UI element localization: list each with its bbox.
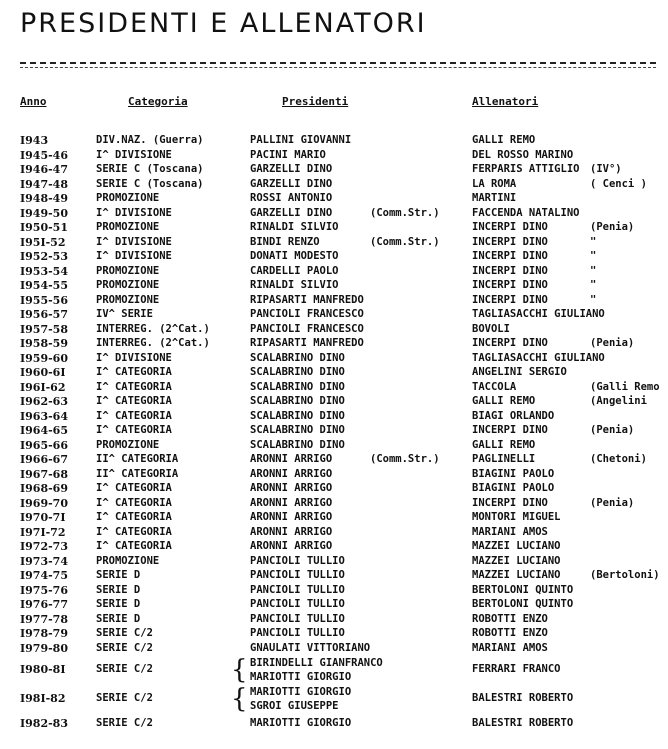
president-cell: DONATI MODESTO [250,250,339,262]
year-cell: I950-51 [20,221,68,234]
table-row [0,627,668,642]
category-cell: SERIE C/2 [96,692,153,704]
coach-cell: TACCOLA [472,380,517,393]
coach-cell: ROBOTTI ENZO [472,627,548,639]
coach-cell: INCERPI DINO [472,221,548,233]
year-cell: I949-50 [20,206,68,220]
category-cell: PROMOZIONE [96,293,160,306]
coach-cell: BIAGI ORLANDO [472,409,555,422]
category-cell: I^ CATEGORIA [96,496,172,509]
year-cell: I952-53 [20,250,68,263]
president-cell: ROSSI ANTONIO [250,192,333,204]
category-cell: I^ DIVISIONE [96,206,172,219]
category-cell: II^ CATEGORIA [96,467,179,480]
category-cell: I^ DIVISIONE [96,148,172,161]
category-cell: I^ CATEGORIA [96,366,172,378]
table-row [0,207,668,222]
year-cell: I958-59 [20,337,68,350]
year-cell: I96I-62 [20,380,66,394]
year-cell: I97I-72 [20,525,66,539]
table-row [0,134,668,149]
table-row [0,279,668,294]
category-cell: I^ CATEGORIA [96,482,172,494]
year-cell: I946-47 [20,163,68,176]
president-cell: BINDI RENZO [250,235,320,248]
category-cell: SERIE D [96,583,141,596]
coach-cell: ANGELINI SERGIO [472,366,567,378]
president-cell: PALLINI GIOVANNI [250,134,352,146]
table-row [0,555,668,570]
president-note: (Comm.Str.) [370,235,440,248]
coach-cell: MONTORI MIGUEL [472,511,561,523]
table-row [0,511,668,526]
year-cell: I947-48 [20,177,68,191]
coach-cell: INCERPI DINO [472,279,548,291]
category-cell: I^ CATEGORIA [96,540,172,552]
president-cell: RIPASARTI MANFREDO [250,293,364,306]
table-row [0,221,668,236]
coach-cell: FERPARIS ATTIGLIO [472,163,580,175]
table-row [0,439,668,454]
table-row [0,717,668,732]
table-row [0,149,668,164]
category-cell: SERIE C (Toscana) [96,177,204,190]
coach-cell: FACCENDA NATALINO [472,206,580,219]
president-cell: GARZELLI DINO [250,163,333,175]
table-row [0,540,668,555]
president-cell: RIPASARTI MANFREDO [250,337,364,349]
year-cell: I966-67 [20,453,68,466]
coach-cell: PAGLINELLI [472,453,536,465]
coach-cell: MAZZEI LUCIANO [472,540,561,552]
coach-cell: GALLI REMO [472,134,536,146]
header-categoria: Categoria [128,95,188,108]
president-cell: ARONNI ARRIGO [250,496,333,509]
category-cell: IV^ SERIE [96,308,153,320]
category-cell: PROMOZIONE [96,438,160,451]
year-cell: I95I-52 [20,235,66,249]
table-row [0,656,668,685]
category-cell: SERIE D [96,598,141,610]
president-cell: ARONNI ARRIGO [250,525,333,538]
year-cell: I956-57 [20,308,68,321]
coach-cell: MARIANI AMOS [472,641,548,654]
president-cell: GARZELLI DINO [250,206,333,219]
coach-cell: ROBOTTI ENZO [472,612,548,625]
coach-cell: BALESTRI ROBERTO [472,717,574,729]
category-cell: I^ CATEGORIA [96,511,172,523]
coach-cell: GALLI REMO [472,438,536,451]
year-cell: I970-7I [20,511,66,524]
coach-note: (Bertoloni) [590,569,660,581]
category-cell: SERIE C/2 [96,717,153,729]
category-cell: DIV.NAZ. (Guerra) [96,134,204,146]
table-row [0,642,668,657]
table-row [0,250,668,265]
president-cell: SCALABRINO DINO [250,424,345,436]
category-cell: PROMOZIONE [96,192,160,204]
category-cell: I^ CATEGORIA [96,525,172,538]
president-cell: ARONNI ARRIGO [250,453,333,465]
coach-cell: MAZZEI LUCIANO [472,569,561,581]
president-cell: PANCIOLI TULLIO [250,554,345,567]
table-row [0,410,668,425]
coach-note: (Penia) [590,424,635,436]
table-row [0,236,668,251]
president-cell: PANCIOLI TULLIO [250,627,345,639]
header-presidenti: Presidenti [282,95,349,108]
coach-cell: MARIANI AMOS [472,525,548,538]
president-cell: PANCIOLI TULLIO [250,583,345,596]
coach-cell: INCERPI DINO [472,235,548,248]
year-cell: I955-56 [20,293,68,307]
table-row [0,294,668,309]
year-cell: I979-80 [20,641,68,655]
year-cell: I964-65 [20,424,68,437]
coach-cell: BIAGINI PAOLO [472,467,555,480]
category-cell: PROMOZIONE [96,279,160,291]
category-cell: SERIE D [96,612,141,625]
brace-icon: { [231,655,248,685]
category-cell: I^ CATEGORIA [96,395,172,407]
category-cell: I^ DIVISIONE [96,250,172,262]
coach-note: ( Cenci ) [590,177,647,190]
president-cell: MARIOTTI GIORGIO [250,671,352,683]
year-cell: I967-68 [20,467,68,481]
president-cell: PANCIOLI TULLIO [250,612,345,625]
category-cell: PROMOZIONE [96,554,160,567]
coach-cell: BERTOLONI QUINTO [472,583,574,596]
president-cell: ARONNI ARRIGO [250,540,333,552]
president-cell: PANCIOLI TULLIO [250,569,345,581]
table-row [0,192,668,207]
coach-cell: INCERPI DINO [472,337,548,349]
category-cell: II^ CATEGORIA [96,453,179,465]
category-cell: I^ CATEGORIA [96,424,172,436]
president-cell: PACINI MARIO [250,148,326,161]
table-row [0,337,668,352]
category-cell: INTERREG. (2^Cat.) [96,322,210,335]
coach-cell: DEL ROSSO MARINO [472,148,574,161]
coach-cell: INCERPI DINO [472,424,548,436]
president-note: (Comm.Str.) [370,206,440,219]
coach-cell: INCERPI DINO [472,264,548,277]
year-cell: I976-77 [20,598,68,611]
page-title: PRESIDENTI E ALLENATORI [20,8,427,39]
coach-cell: BALESTRI ROBERTO [472,692,574,704]
coach-note: (Chetoni) [590,453,647,465]
president-cell: SCALABRINO DINO [250,438,345,451]
category-cell: SERIE C (Toscana) [96,163,204,175]
category-cell: SERIE C/2 [96,641,153,654]
coach-cell: TAGLIASACCHI GIULIANO [472,308,605,320]
president-cell: MARIOTTI GIORGIO [250,717,352,729]
president-cell: PANCIOLI FRANCESCO [250,322,364,335]
coach-cell: INCERPI DINO [472,496,548,509]
president-cell: GARZELLI DINO [250,177,333,190]
president-cell: SCALABRINO DINO [250,409,345,422]
table-row [0,323,668,338]
year-cell: I960-6I [20,366,66,379]
category-cell: SERIE C/2 [96,627,153,639]
president-cell: SCALABRINO DINO [250,395,345,407]
table-row [0,526,668,541]
coach-cell: GALLI REMO [472,395,536,407]
coach-note: (Penia) [590,221,635,233]
table-row [0,569,668,584]
year-cell: I962-63 [20,395,68,408]
president-cell: GNAULATI VITTORIANO [250,641,371,654]
coach-cell: TAGLIASACCHI GIULIANO [472,351,605,364]
president-cell: SCALABRINO DINO [250,366,345,378]
table-row [0,265,668,280]
brace-icon: { [231,684,248,714]
year-cell: I974-75 [20,569,68,582]
president-cell: PANCIOLI FRANCESCO [250,308,364,320]
year-cell: I953-54 [20,264,68,278]
table-row [0,453,668,468]
president-cell: ARONNI ARRIGO [250,511,333,523]
year-cell: I977-78 [20,612,68,626]
category-cell: PROMOZIONE [96,221,160,233]
president-cell: CARDELLI PAOLO [250,264,339,277]
coach-note: " [590,235,597,248]
category-cell: SERIE D [96,569,141,581]
year-cell: I968-69 [20,482,68,495]
table-row [0,497,668,512]
coach-note: (Penia) [590,337,635,349]
year-cell: I982-83 [20,717,68,730]
coach-cell: BIAGINI PAOLO [472,482,555,494]
year-cell: I945-46 [20,148,68,162]
president-cell: RINALDI SILVIO [250,279,339,291]
table-row [0,685,668,714]
table-row [0,468,668,483]
year-cell: I954-55 [20,279,68,292]
roster-table [0,134,668,732]
year-cell: I943 [20,134,49,147]
president-cell: SGROI GIUSEPPE [250,700,339,712]
president-cell: RINALDI SILVIO [250,221,339,233]
coach-cell: MAZZEI LUCIANO [472,554,561,567]
year-cell: I959-60 [20,351,68,365]
category-cell: INTERREG. (2^Cat.) [96,337,210,349]
president-cell: ARONNI ARRIGO [250,467,333,480]
coach-note: (IV°) [590,163,622,175]
coach-note: " [590,293,597,306]
year-cell: I957-58 [20,322,68,336]
coach-note: " [590,250,597,262]
table-row [0,178,668,193]
coach-note: " [590,264,597,277]
category-cell: I^ DIVISIONE [96,351,172,364]
table-row [0,163,668,178]
coach-cell: INCERPI DINO [472,250,548,262]
year-cell: I975-76 [20,583,68,597]
category-cell: PROMOZIONE [96,264,160,277]
header-anno: Anno [20,95,47,108]
year-cell: I973-74 [20,554,68,568]
category-cell: I^ DIVISIONE [96,235,172,248]
president-note: (Comm.Str.) [370,453,440,465]
year-cell: I978-79 [20,627,68,640]
table-row [0,308,668,323]
table-row [0,395,668,410]
table-row [0,366,668,381]
table-row [0,482,668,497]
year-cell: I98I-82 [20,692,66,705]
year-cell: I963-64 [20,409,68,423]
table-row [0,584,668,599]
coach-cell: LA ROMA [472,177,517,190]
table-row [0,381,668,396]
table-row [0,424,668,439]
table-row [0,352,668,367]
header-allenatori: Allenatori [472,95,539,108]
coach-cell: INCERPI DINO [472,293,548,306]
table-row [0,613,668,628]
president-cell: PANCIOLI TULLIO [250,598,345,610]
category-cell: SERIE C/2 [96,663,153,675]
coach-note: (Penia) [590,496,635,509]
president-cell: SCALABRINO DINO [250,351,345,364]
coach-cell: BOVOLI [472,322,510,335]
president-cell: ARONNI ARRIGO [250,482,333,494]
year-cell: I965-66 [20,438,68,452]
coach-cell: BERTOLONI QUINTO [472,598,574,610]
coach-cell: FERRARI FRANCO [472,663,561,675]
year-cell: I972-73 [20,540,68,553]
president-cell: BIRINDELLI GIANFRANCO [250,657,383,669]
year-cell: I969-70 [20,496,68,510]
category-cell: I^ CATEGORIA [96,380,172,393]
table-row [0,598,668,613]
coach-cell: MARTINI [472,192,517,204]
president-cell: SCALABRINO DINO [250,380,345,393]
category-cell: I^ CATEGORIA [96,409,172,422]
coach-note: " [590,279,597,291]
coach-note: (Galli Remo [590,380,660,393]
president-cell: MARIOTTI GIORGIO [250,686,352,698]
year-cell: I980-8I [20,663,66,676]
divider [20,62,656,68]
year-cell: I948-49 [20,192,68,205]
coach-note: (Angelini [590,395,647,407]
